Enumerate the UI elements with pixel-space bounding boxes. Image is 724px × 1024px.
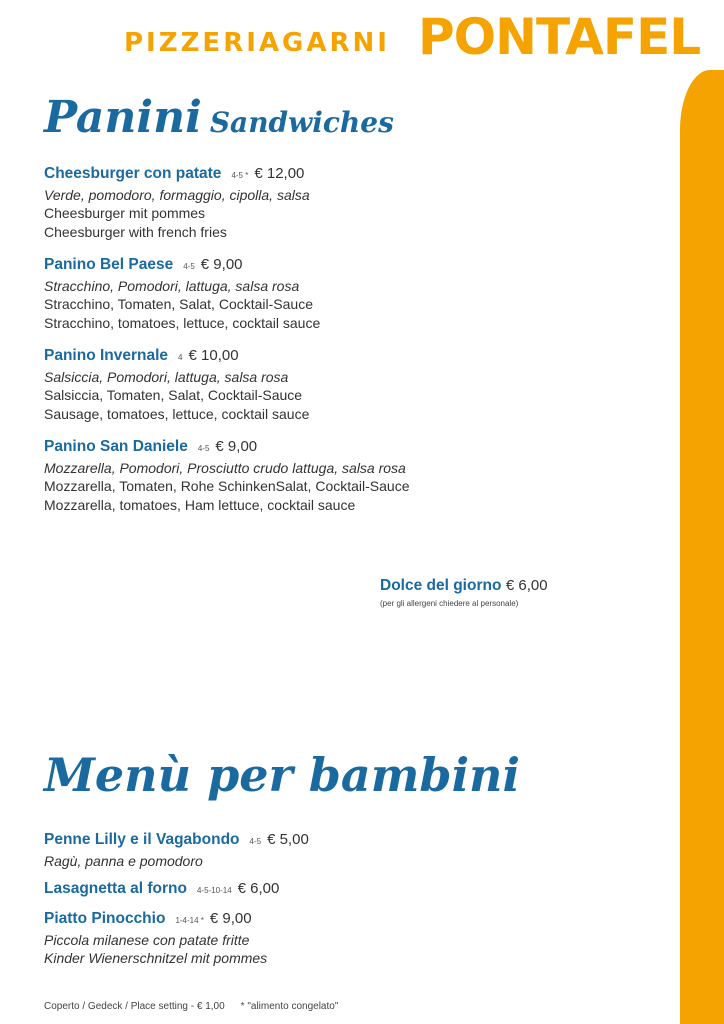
- item-description: Cheesburger mit pommes: [44, 205, 206, 221]
- coperto-text: Coperto / Gedeck / Place setting - € 1,00: [44, 1001, 225, 1012]
- menu-item: [44, 255, 320, 332]
- dolce-item: [380, 577, 548, 608]
- menu-item: [44, 164, 310, 241]
- item-name: Lasagnetta al forno: [44, 880, 187, 897]
- item-name: Penne Lilly e il Vagabondo: [44, 831, 240, 848]
- menu-item: [44, 830, 309, 870]
- item-price: € 9,00: [215, 438, 258, 455]
- item-price: € 10,00: [188, 347, 239, 364]
- allergen-note: (per gli allergeni chiedere al personale): [380, 599, 519, 608]
- item-description: Salsiccia, Pomodori, lattuga, salsa rosa: [44, 368, 289, 385]
- item-description: Verde, pomodoro, formaggio, cipolla, salsa: [44, 186, 310, 203]
- item-allergens: 4-5: [183, 262, 195, 271]
- item-allergens: 4-5 *: [231, 171, 249, 180]
- item-allergens: 4: [178, 353, 183, 362]
- footer: [44, 1001, 338, 1012]
- item-description: Stracchino, tomatoes, lettuce, cocktail sauce: [44, 314, 321, 331]
- menu-item: [44, 346, 309, 423]
- menu-item: [44, 879, 279, 901]
- brand-logo: PONTAFEL: [418, 8, 701, 66]
- item-description: Stracchino, Pomodori, lattuga, salsa rosa: [44, 277, 300, 294]
- item-price: € 9,00: [209, 910, 252, 927]
- item-price: € 5,00: [267, 831, 309, 848]
- item-description: Mozzarella, Pomodori, Prosciutto crudo lattuga, salsa rosa: [44, 459, 406, 476]
- orange-side-stripe: [680, 70, 724, 1024]
- item-name: Panino Bel Paese: [44, 256, 174, 273]
- item-price: € 6,00: [505, 577, 548, 594]
- item-allergens: 4-5-10-14: [196, 886, 232, 895]
- section-title-panini: [44, 92, 394, 143]
- item-description: Kinder Wienerschnitzel mit pommes: [44, 950, 268, 966]
- frozen-note: * "alimento congelato": [240, 1001, 339, 1012]
- item-description: Sausage, tomatoes, lettuce, cocktail sauce: [44, 405, 310, 422]
- item-name: Dolce del giorno: [380, 577, 502, 594]
- title-text: Panini: [44, 92, 202, 143]
- item-description: Ragù, panna e pomodoro: [44, 852, 203, 869]
- item-description: Mozzarella, Tomaten, Rohe SchinkenSalat, Cocktail-Sauce: [44, 478, 410, 494]
- item-price: € 12,00: [254, 165, 305, 182]
- item-allergens: 4-5: [249, 837, 262, 846]
- item-price: € 6,00: [237, 880, 280, 897]
- item-description: Mozzarella, tomatoes, Ham lettuce, cocktail sauce: [44, 496, 356, 513]
- item-description: Stracchino, Tomaten, Salat, Cocktail-Sauce: [44, 296, 313, 312]
- section-title-bambini: Menù per bambini: [44, 748, 520, 802]
- item-allergens: 4-5: [197, 444, 210, 453]
- item-name: Panino San Daniele: [44, 438, 188, 455]
- item-price: € 9,00: [200, 256, 243, 273]
- subtitle-text: Sandwiches: [209, 106, 394, 139]
- menu-item: [44, 909, 267, 968]
- menu-item: [44, 437, 409, 514]
- brand-subtitle: PIZZERIAGARNI: [124, 28, 390, 58]
- item-allergens: 1-4-14 *: [175, 916, 204, 925]
- item-description: Piccola milanese con patate fritte: [44, 931, 250, 948]
- item-description: Salsiccia, Tomaten, Salat, Cocktail-Sauce: [44, 387, 303, 403]
- item-name: Piatto Pinocchio: [44, 910, 166, 927]
- item-name: Panino Invernale: [44, 347, 169, 364]
- item-description: Cheesburger with french fries: [44, 223, 227, 240]
- item-name: Cheesburger con patate: [44, 165, 222, 182]
